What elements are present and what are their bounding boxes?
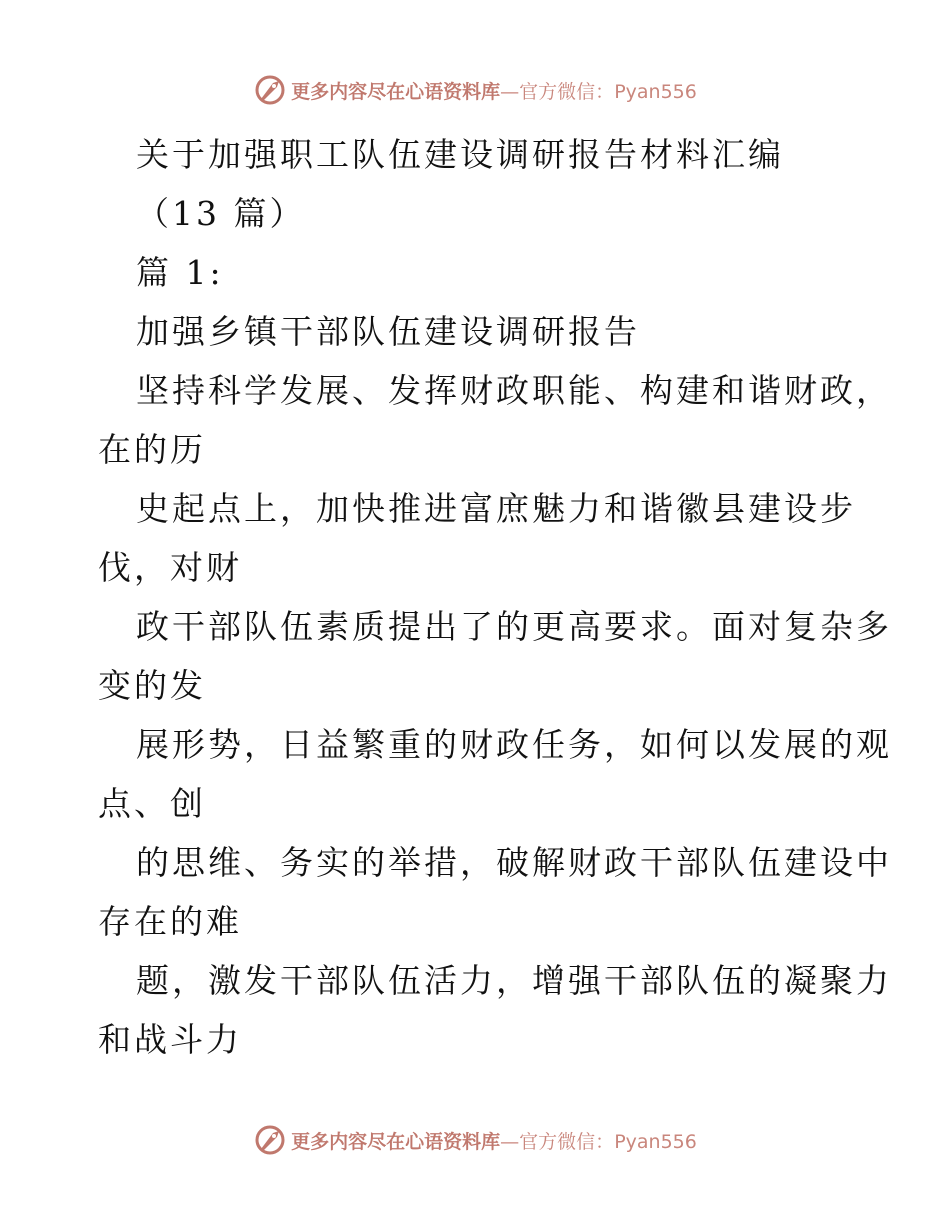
watermark-official-label: 官方微信：: [519, 1130, 615, 1153]
document-line: 篇 1:: [136, 253, 224, 292]
pen-nib-logo-icon: [253, 73, 287, 107]
document-line: 题，激发干部队伍活力，增强干部队伍的凝聚力: [136, 961, 892, 1000]
watermark-separator: —: [500, 1130, 520, 1153]
document-line: 变的发: [98, 666, 206, 705]
header-watermark: [0, 70, 950, 110]
document-line: 政干部队伍素质提出了的更高要求。面对复杂多: [136, 607, 892, 646]
pen-nib-logo-icon: [253, 1123, 287, 1157]
document-line: 加强乡镇干部队伍建设调研报告: [136, 312, 640, 351]
document-line: 坚持科学发展、发挥财政职能、构建和谐财政，: [136, 371, 892, 410]
document-line: 史起点上，加快推进富庶魅力和谐徽县建设步: [136, 489, 856, 528]
watermark-wechat-id: Pyan556: [614, 80, 697, 103]
document-line: 展形势，日益繁重的财政任务，如何以发展的观: [136, 725, 892, 764]
document-line: 在的历: [98, 430, 206, 469]
document-title: 关于加强职工队伍建设调研报告材料汇编: [136, 135, 784, 174]
watermark-separator: —: [500, 80, 520, 103]
watermark-brand: 更多内容尽在心语资料库: [291, 1130, 501, 1153]
watermark-brand: 更多内容尽在心语资料库: [291, 80, 501, 103]
watermark-official-label: 官方微信：: [519, 80, 615, 103]
watermark-text: [291, 77, 697, 104]
watermark-wechat-id: Pyan556: [614, 1130, 697, 1153]
document-body: [98, 125, 892, 1069]
document-line: 点、创: [98, 784, 206, 823]
document-line: 和战斗力: [98, 1020, 242, 1059]
document-line: 伐，对财: [98, 548, 242, 587]
watermark-text: [291, 1127, 697, 1154]
footer-watermark: [0, 1120, 950, 1160]
document-line: 的思维、务实的举措，破解财政干部队伍建设中: [136, 843, 892, 882]
document-line: （13 篇）: [136, 194, 306, 233]
document-line: 存在的难: [98, 902, 242, 941]
